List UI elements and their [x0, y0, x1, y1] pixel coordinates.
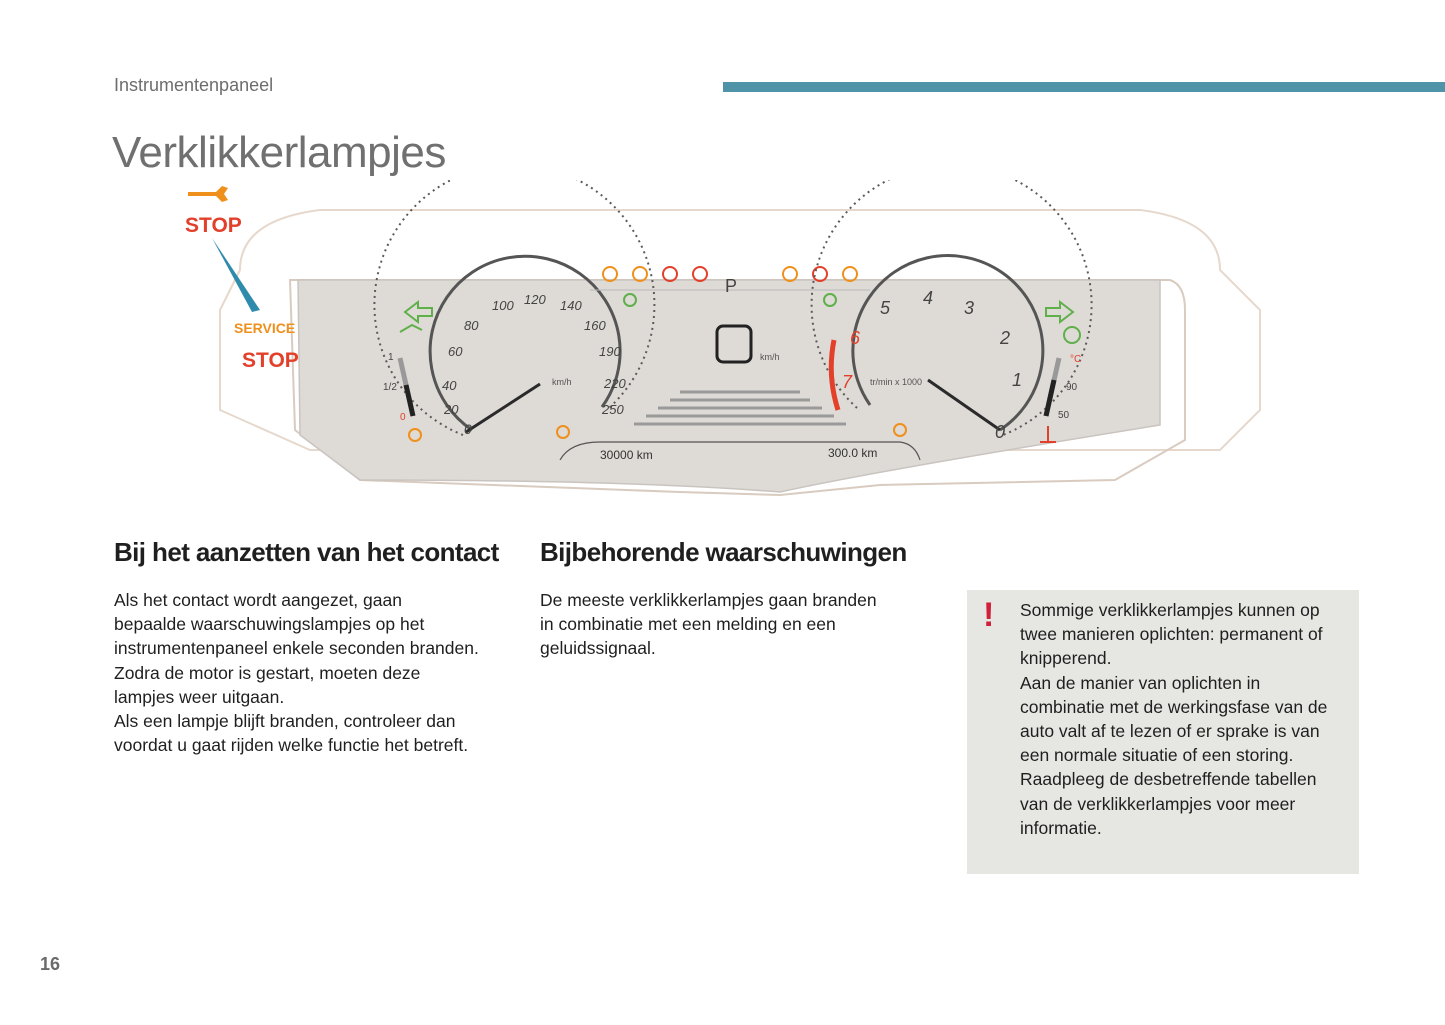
- rpm-tick: 1: [1012, 370, 1023, 390]
- temperature-tick: 50: [1058, 410, 1070, 421]
- speed-tick: 250: [602, 402, 624, 417]
- body-line: instrumentenpaneel enkele seconden branden.: [114, 638, 479, 659]
- rpm-tick: 4: [923, 288, 934, 308]
- section-heading-warnings: Bijbehorende waarschuwingen: [540, 537, 907, 567]
- note-line: een normale situatie of een storing.: [1020, 745, 1294, 766]
- digital-speed-unit: km/h: [760, 352, 780, 362]
- note-line: Sommige verklikkerlampjes kunnen op: [1020, 600, 1320, 620]
- temperature-unit: °C: [1070, 354, 1082, 365]
- note-line: knipperend.: [1020, 648, 1112, 669]
- gear-indicator: P: [725, 276, 738, 296]
- body-line: voordat u gaat rijden welke functie het betreft.: [114, 735, 469, 756]
- speed-tick: 160: [584, 318, 606, 333]
- body-line: lampjes weer uitgaan.: [114, 686, 285, 707]
- note-line: van de verklikkerlampjes voor meer: [1020, 793, 1296, 814]
- wrench-icon: [188, 186, 228, 202]
- speed-tick: 100: [492, 298, 514, 313]
- service-callout-label: SERVICE: [234, 320, 296, 336]
- note-line: auto valt af te lezen of er sprake is van: [1020, 721, 1320, 742]
- note-box: [967, 590, 1359, 874]
- note-line: Aan de manier van oplichten in: [1020, 672, 1261, 693]
- rpm-tick: 5: [880, 298, 891, 318]
- fuel-tick: 1: [388, 352, 394, 363]
- rpm-tick: 0: [995, 422, 1006, 442]
- cluster-display-panel: [298, 280, 1160, 492]
- body-line: Zodra de motor is gestart, moeten deze: [114, 662, 421, 683]
- header-accent-bar: [723, 82, 1445, 92]
- note-line: twee manieren oplichten: permanent of: [1020, 624, 1323, 645]
- rpm-tick: 3: [964, 298, 975, 318]
- temperature-tick: 90: [1066, 382, 1078, 393]
- page-number: 16: [40, 954, 61, 974]
- rpm-tick: 6: [850, 328, 861, 348]
- note-line: informatie.: [1020, 817, 1102, 838]
- section-body-warnings: [540, 588, 940, 661]
- section-header: Instrumentenpaneel: [114, 75, 274, 95]
- trip-meter: 300.0 km: [828, 446, 878, 460]
- page-title: Verklikkerlampjes: [112, 128, 446, 177]
- stop-warning-label: STOP: [242, 349, 299, 372]
- speed-tick: 140: [560, 298, 582, 313]
- speed-unit-label: km/h: [552, 377, 572, 387]
- speed-tick: 20: [444, 402, 459, 417]
- rpm-tick: 2: [1000, 328, 1011, 348]
- speed-tick: 80: [464, 318, 479, 333]
- body-line: bepaalde waarschuwingslampjes op het: [114, 614, 425, 635]
- body-line: geluidssignaal.: [540, 638, 656, 659]
- speed-tick: 40: [442, 378, 457, 393]
- body-line: Als het contact wordt aangezet, gaan: [114, 590, 402, 610]
- body-line: Als een lampje blijft branden, controleer dan: [114, 711, 456, 732]
- speed-tick: 220: [604, 376, 626, 391]
- fuel-tick: 1/2: [383, 382, 397, 393]
- body-line: in combinatie met een melding en een: [540, 614, 836, 635]
- odometer: 30000 km: [600, 448, 653, 462]
- body-line: De meeste verklikkerlampjes gaan branden: [540, 590, 877, 610]
- rpm-unit-label: tr/min x 1000: [870, 377, 923, 387]
- exclamation-icon: !: [983, 596, 995, 634]
- section-heading-ignition: Bij het aanzetten van het contact: [114, 537, 499, 567]
- stop-callout-label: STOP: [185, 214, 242, 237]
- speed-tick: 120: [524, 292, 546, 307]
- speed-tick: 60: [448, 344, 463, 359]
- note-line: combinatie met de werkingsfase van de: [1020, 696, 1328, 717]
- section-body-ignition: [114, 588, 514, 757]
- speed-tick: 190: [599, 344, 621, 359]
- fuel-tick: 0: [400, 412, 406, 423]
- instrument-cluster-illustration: [180, 180, 1280, 520]
- note-text: [1020, 598, 1355, 840]
- rpm-tick: 7: [842, 372, 853, 392]
- speed-tick: 0: [464, 421, 472, 437]
- note-line: Raadpleeg de desbetreffende tabellen: [1020, 769, 1317, 790]
